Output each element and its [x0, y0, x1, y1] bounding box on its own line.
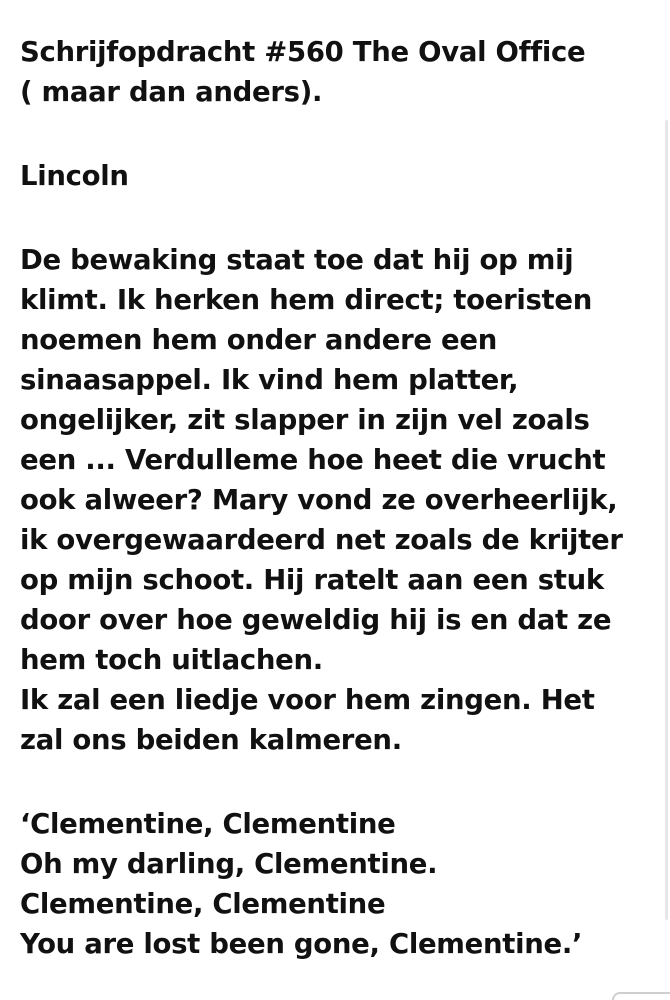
song-line: ‘Clementine, Clementine [20, 808, 396, 840]
blank-line [20, 760, 660, 804]
paragraph-line: ongelijker, zit slapper in zijn vel zoals [20, 404, 590, 436]
paragraph-line: een ... Verdulleme hoe heet die vrucht [20, 444, 606, 476]
note-body [20, 32, 660, 964]
paragraph-line: zal ons beiden kalmeren. [20, 724, 402, 756]
paragraph-line: sinaasappel. Ik vind hem platter, [20, 364, 519, 396]
song-line: You are lost been gone, Clementine.’ [20, 928, 583, 960]
paragraph-line: op mijn schoot. Hij ratelt aan een stuk [20, 564, 604, 596]
song-line: Clementine, Clementine [20, 888, 386, 920]
blank-line [20, 196, 660, 240]
paragraph-line: Ik zal een liedje voor hem zingen. Het [20, 684, 595, 716]
paragraph-line: klimt. Ik herken hem direct; toeristen [20, 284, 593, 316]
subtitle: Lincoln [20, 160, 129, 192]
scrollbar[interactable] [665, 120, 668, 920]
title-line: Schrijfopdracht #560 The Oval Office [20, 36, 586, 68]
song-line: Oh my darling, Clementine. [20, 848, 438, 880]
paragraph-line: ik overgewaardeerd net zoals de krijter [20, 524, 623, 556]
paragraph-line: ook alweer? Mary vond ze overheerlijk, [20, 484, 618, 516]
blank-line [20, 112, 660, 156]
title-line: ( maar dan anders). [20, 76, 323, 108]
paragraph-line: noemen hem onder andere een [20, 324, 498, 356]
paragraph-line: hem toch uitlachen. [20, 644, 323, 676]
paragraph-line: De bewaking staat toe dat hij op mij [20, 244, 574, 276]
home-indicator-corner [612, 992, 670, 1000]
paragraph-line: door over hoe geweldig hij is en dat ze [20, 604, 612, 636]
